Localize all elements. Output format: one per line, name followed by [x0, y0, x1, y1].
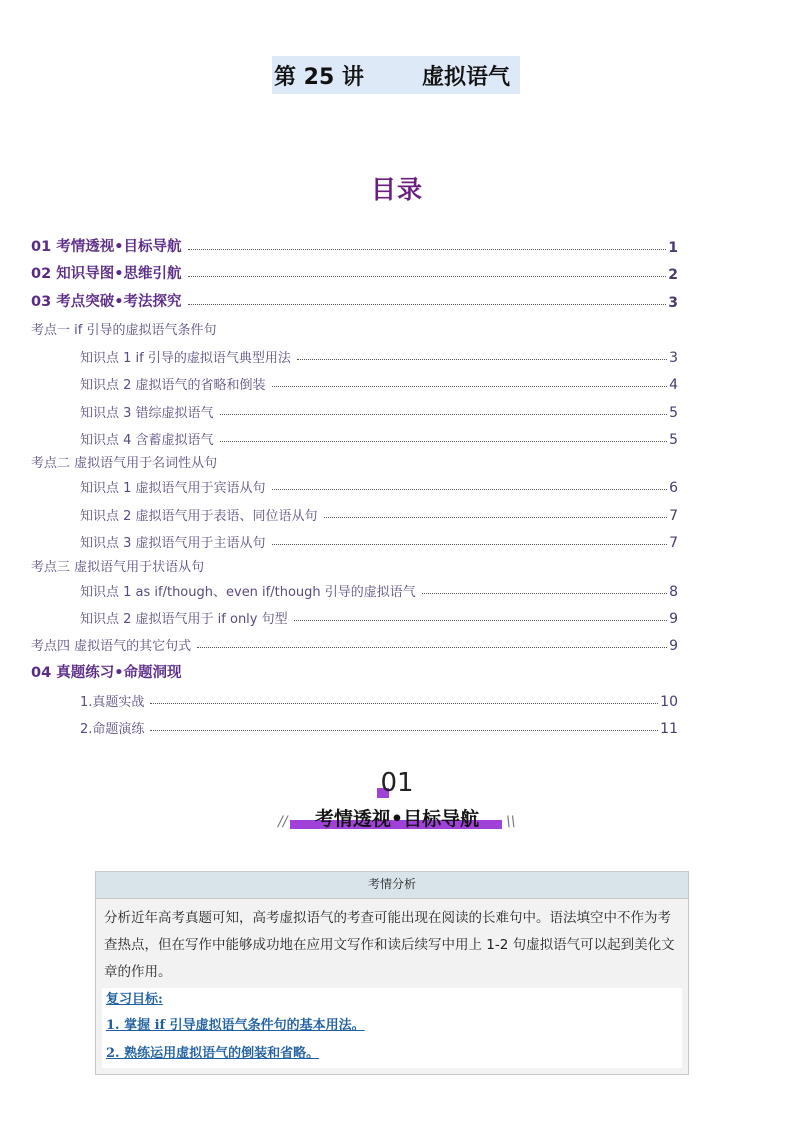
toc-entry[interactable] — [31, 447, 678, 471]
leader-dots — [150, 730, 658, 731]
leader-dots — [188, 276, 667, 277]
toc-entry[interactable] — [31, 314, 678, 338]
toc-entry-page: 10 — [660, 694, 678, 710]
toc-entry[interactable] — [31, 232, 678, 256]
toc-entry-page: 3 — [669, 350, 678, 366]
toc-entry-page: 9 — [669, 638, 678, 654]
left-slash-decoration: // — [278, 814, 288, 830]
leader-dots — [272, 489, 668, 490]
toc-entry[interactable] — [80, 713, 678, 737]
toc-entry-label: 04 真题练习•命题洞现 — [31, 665, 182, 681]
toc-entry-page: 5 — [669, 432, 678, 448]
leader-dots — [294, 620, 667, 621]
toc-entry[interactable] — [80, 500, 678, 524]
toc-entry-label: 考点三 虚拟语气用于状语从句 — [31, 560, 205, 575]
right-slash-decoration: \\ — [506, 814, 516, 830]
toc-entry-label: 知识点 2 虚拟语气用于 if only 句型 — [80, 612, 288, 627]
review-goal-item: 1. 掌握 if 引导虚拟语气条件句的基本用法。 — [106, 1018, 365, 1033]
toc-entry-label: 知识点 2 虚拟语气的省略和倒装 — [80, 378, 266, 393]
leader-dots — [220, 441, 668, 442]
toc-entry[interactable] — [31, 658, 678, 682]
review-goals-title: 复习目标: — [106, 992, 163, 1007]
toc-entry[interactable] — [80, 397, 678, 421]
analysis-header: 考情分析 — [96, 872, 688, 899]
toc-entry-page: 5 — [669, 405, 678, 421]
toc-entry[interactable] — [80, 686, 678, 710]
toc-entry[interactable] — [80, 424, 678, 448]
leader-dots — [188, 304, 667, 305]
toc-entry-label: 知识点 1 if 引导的虚拟语气典型用法 — [80, 351, 291, 366]
leader-dots — [297, 359, 667, 360]
toc-entry-page: 7 — [669, 508, 678, 524]
review-goals — [102, 988, 682, 1068]
lecture-name: 虚拟语气 — [422, 65, 511, 90]
analysis-body: 分析近年高考真题可知，高考虚拟语气的考查可能出现在阅读的长难句中。语法填空中不作为考查热点，但在写作中能够成功地在应用文写作和读后续写中用上 1-2 句虚拟语气可以起到美化文章的作用。 — [104, 910, 675, 980]
toc-heading: 目录 — [370, 175, 423, 204]
leader-dots — [197, 647, 667, 648]
toc-entry-label: 2.命题演练 — [80, 722, 145, 737]
leader-dots — [188, 249, 667, 250]
toc-entry-label: 考点二 虚拟语气用于名词性从句 — [31, 456, 218, 471]
toc-entry-page: 9 — [669, 611, 678, 627]
toc-entry-label: 01 考情透视•目标导航 — [31, 239, 182, 255]
analysis-box — [95, 871, 689, 1075]
toc-entry-label: 02 知识导图•思维引航 — [31, 266, 182, 282]
lecture-number: 第 25 讲 — [274, 65, 364, 90]
toc-entry[interactable] — [31, 287, 678, 311]
review-goal-item: 2. 熟练运用虚拟语气的倒装和省略。 — [106, 1046, 320, 1061]
toc-entry[interactable] — [80, 603, 678, 627]
section-title: 考情透视•目标导航 — [314, 808, 480, 830]
toc-entry-page: 3 — [668, 295, 678, 311]
toc-entry[interactable] — [31, 630, 678, 654]
toc-entry-label: 知识点 3 虚拟语气用于主语从句 — [80, 536, 266, 551]
lecture-title — [272, 56, 520, 94]
leader-dots — [422, 593, 667, 594]
toc-entry-page: 8 — [669, 584, 678, 600]
leader-dots — [150, 703, 658, 704]
section-number: 01 — [380, 768, 414, 798]
toc-entry-label: 知识点 1 虚拟语气用于宾语从句 — [80, 481, 266, 496]
toc-entry[interactable] — [80, 472, 678, 496]
toc-entry-label: 知识点 2 虚拟语气用于表语、同位语从句 — [80, 509, 318, 524]
leader-dots — [272, 544, 668, 545]
toc-entry[interactable] — [31, 551, 678, 575]
toc-entry-label: 1.真题实战 — [80, 695, 145, 710]
toc-entry[interactable] — [80, 369, 678, 393]
toc-entry-page: 1 — [668, 240, 678, 256]
leader-dots — [272, 386, 668, 387]
toc-entry[interactable] — [31, 259, 678, 283]
toc-entry-label: 知识点 1 as if/though、even if/though 引导的虚拟语气 — [80, 585, 416, 600]
toc-entry-label: 知识点 4 含蓄虚拟语气 — [80, 433, 214, 448]
leader-dots — [324, 517, 668, 518]
toc-entry[interactable] — [80, 576, 678, 600]
toc-entry-label: 考点四 虚拟语气的其它句式 — [31, 639, 192, 654]
toc-entry-label: 考点一 if 引导的虚拟语气条件句 — [31, 323, 217, 338]
toc-entry-page: 2 — [668, 267, 678, 283]
toc-entry-page: 6 — [669, 480, 678, 496]
toc-entry-page: 11 — [660, 721, 678, 737]
toc-entry-page: 4 — [669, 377, 678, 393]
toc-entry-label: 知识点 3 错综虚拟语气 — [80, 406, 214, 421]
leader-dots — [220, 414, 668, 415]
toc-entry-page: 7 — [669, 535, 678, 551]
toc-entry[interactable] — [80, 527, 678, 551]
toc-entry-label: 03 考点突破•考法探究 — [31, 294, 182, 310]
toc-entry[interactable] — [80, 342, 678, 366]
